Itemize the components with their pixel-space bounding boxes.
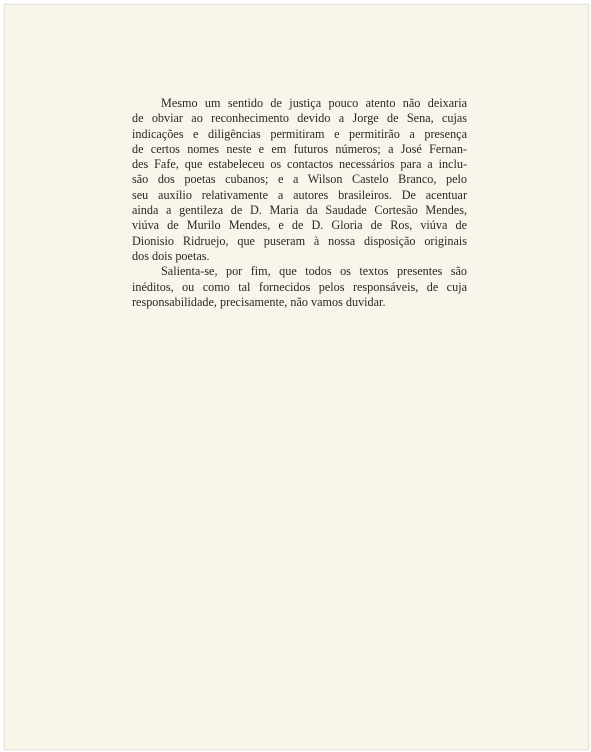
text-line: de certos nomes neste e em futuros números; a José Fernan-	[132, 141, 467, 156]
text-line: indicações e diligências permitiram e permitirão a presença	[132, 126, 467, 141]
text-line: ainda a gentileza de D. Maria da Saudade Cortesão Mendes,	[132, 203, 467, 218]
text-line: des Fafe, que estabeleceu os contactos necessários para a inclu-	[132, 157, 467, 172]
text-line: Dionisio Ridruejo, que puseram à nossa disposição originais	[132, 233, 467, 248]
text-line: Salienta-se, por fim, que todos os textos presentes são	[161, 264, 467, 279]
text-line: dos dois poetas.	[132, 248, 210, 263]
text-line: responsabilidade, precisamente, não vamos duvidar.	[132, 294, 386, 309]
text-line: Mesmo um sentido de justiça pouco atento não deixaria	[161, 96, 467, 110]
book-page	[4, 4, 589, 750]
body-text	[132, 96, 467, 310]
text-line: inéditos, ou como tal fornecidos pelos responsáveis, de cuja	[132, 279, 467, 294]
text-line: seu auxílio relativamente a autores brasileiros. De acentuar	[132, 187, 467, 202]
paragraph-acknowledgements	[132, 96, 467, 264]
text-line: são dos poetas cubanos; e a Wilson Castelo Branco, pelo	[132, 172, 467, 187]
text-line: viúva de Murilo Mendes, e de D. Gloria de Ros, viúva de	[132, 218, 467, 233]
paragraph-closing-note	[132, 264, 467, 310]
text-line: de obviar ao reconhecimento devido a Jorge de Sena, cujas	[132, 111, 467, 126]
